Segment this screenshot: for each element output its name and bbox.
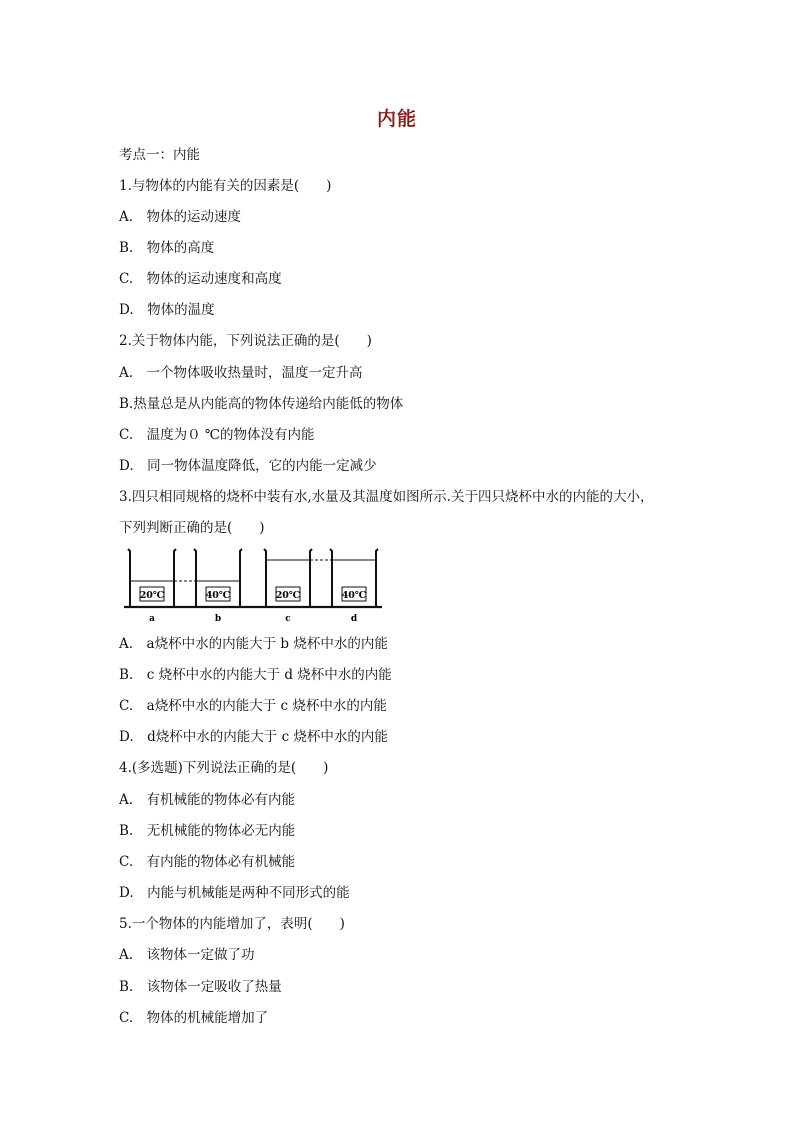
beaker-c-temp: 20℃ [275, 590, 301, 601]
question-2-option-c: C. 温度为０ ℃的物体没有内能 [119, 427, 315, 443]
question-2-stem: 2.关于物体内能，下列说法正确的是( ) [119, 333, 372, 349]
question-4-option-b: B. 无机械能的物体必无内能 [119, 823, 296, 839]
question-3-option-c: C. a烧杯中水的内能大于 c 烧杯中水的内能 [119, 698, 387, 714]
question-5-stem: 5.一个物体的内能增加了，表明( ) [119, 916, 345, 932]
beaker-b-temp: 40℃ [205, 590, 231, 601]
question-3-stem-continued: 下列判断正确的是( ) [119, 520, 265, 536]
question-5-option-a: A. 该物体一定做了功 [119, 947, 255, 963]
beakers-figure [124, 545, 394, 627]
question-4-stem: 4.(多选题)下列说法正确的是( ) [119, 760, 329, 776]
beaker-c-label: c [285, 614, 291, 624]
question-2-option-d: D. 同一物体温度降低，它的内能一定减少 [119, 458, 377, 474]
question-1-option-b: B. 物体的高度 [119, 240, 215, 256]
question-3-option-d: D. d烧杯中水的内能大于 c 烧杯中水的内能 [119, 729, 388, 745]
section-heading: 考点一：内能 [119, 147, 200, 163]
beakers-diagram [124, 545, 394, 627]
beaker-b [194, 549, 242, 624]
question-4-option-a: A. 有机械能的物体必有内能 [119, 792, 296, 808]
beaker-a-label: a [149, 614, 155, 624]
question-5-option-b: B. 该物体一定吸收了热量 [119, 979, 282, 995]
beaker-a [128, 549, 176, 624]
beaker-b-label: b [214, 614, 222, 624]
question-1-option-a: A. 物体的运动速度 [119, 209, 242, 225]
question-3-stem: 3.四只相同规格的烧杯中装有水,水量及其温度如图所示.关于四只烧杯中水的内能的大小， [119, 489, 654, 505]
question-2-option-b: B.热量总是从内能高的物体传递给内能低的物体 [119, 396, 404, 412]
question-1-option-c: C. 物体的运动速度和高度 [119, 271, 282, 287]
question-4-option-d: D. 内能与机械能是两种不同形式的能 [119, 885, 350, 901]
question-1-option-d: D. 物体的温度 [119, 302, 215, 318]
beaker-c [264, 549, 312, 624]
beaker-d [330, 549, 378, 624]
question-4-option-c: C. 有内能的物体必有机械能 [119, 854, 296, 870]
question-2-option-a: A. 一个物体吸收热量时，温度一定升高 [119, 365, 363, 381]
question-5-option-c: C. 物体的机械能增加了 [119, 1010, 269, 1026]
beaker-a-temp: 20℃ [139, 590, 165, 601]
beaker-d-label: d [350, 614, 358, 624]
page-title: 内能 [376, 108, 417, 130]
question-1-stem: 1.与物体的内能有关的因素是( ) [119, 178, 332, 194]
question-3-option-a: A. a烧杯中水的内能大于 b 烧杯中水的内能 [119, 636, 388, 652]
question-3-option-b: B. c 烧杯中水的内能大于 d 烧杯中水的内能 [119, 667, 392, 683]
beaker-d-temp: 40℃ [341, 590, 367, 601]
